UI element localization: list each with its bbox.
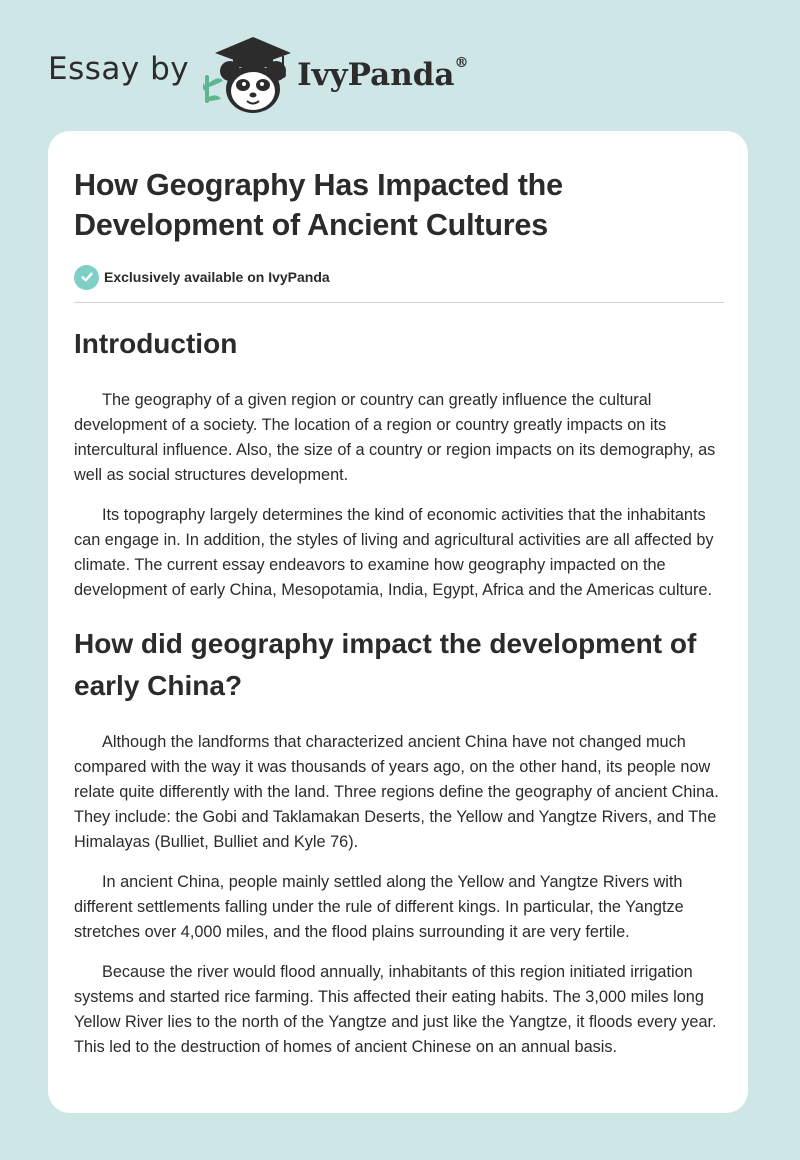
paragraph: Although the landforms that characterized ancient China have not changed much compared with the way it was thousands of years ago, on the other hand, its people now relate quite differently with the land. Three regions define the geography of ancient China. They include: the Gobi and Taklamakan Deserts, the Yellow and Yangtze Rivers, and The Himalayas (Bulliet, Bulliet and Kyle 76).	[74, 733, 719, 851]
registered-mark: ®	[454, 55, 469, 71]
paragraph: In ancient China, people mainly settled along the Yellow and Yangtze Rivers with different settlements falling under the rule of different kings. In particular, the Yangtze stretches over 4,000 miles, and the flood plains surrounding it are very fertile.	[74, 873, 684, 941]
brand-text: IvyPanda	[297, 57, 455, 93]
section-heading-china: How did geography impact the development of early China?	[74, 628, 697, 701]
article-card	[48, 131, 748, 1113]
site-header	[48, 28, 469, 118]
paragraph: The geography of a given region or country can greatly influence the cultural development of a society. The location of a region or country greatly impacts on its intercultural influence. Also, the size of a country or region impacts on its demography, as well as social structures development.	[74, 391, 716, 484]
essay-by-label: Essay by	[48, 51, 190, 87]
article-content	[74, 165, 724, 1060]
brand-name[interactable]	[297, 57, 468, 93]
exclusive-label: Exclusively available on IvyPanda	[104, 269, 330, 285]
exclusive-badge	[74, 264, 724, 290]
panda-logo-icon[interactable]	[203, 31, 295, 115]
article-title: How Geography Has Impacted the Development of Ancient Cultures	[74, 168, 563, 242]
paragraph: Because the river would flood annually, inhabitants of this region initiated irrigation systems and started rice farming. This affected their eating habits. The 3,000 miles long Yellow River lies to the north of the Yangtze and just like the Yangtze, it floods every year. This led to the destruction of homes of ancient Chinese on an annual basis.	[74, 963, 717, 1056]
section-heading-introduction: Introduction	[74, 328, 238, 359]
title-divider	[74, 302, 724, 303]
paragraph: Its topography largely determines the kind of economic activities that the inhabitants can engage in. In addition, the styles of living and agricultural activities are all affected by climate. The current essay endeavors to examine how geography impacted on the development of early China, Mesopotamia, India, Egypt, Africa and the Americas culture.	[74, 506, 714, 599]
check-icon	[74, 265, 99, 290]
